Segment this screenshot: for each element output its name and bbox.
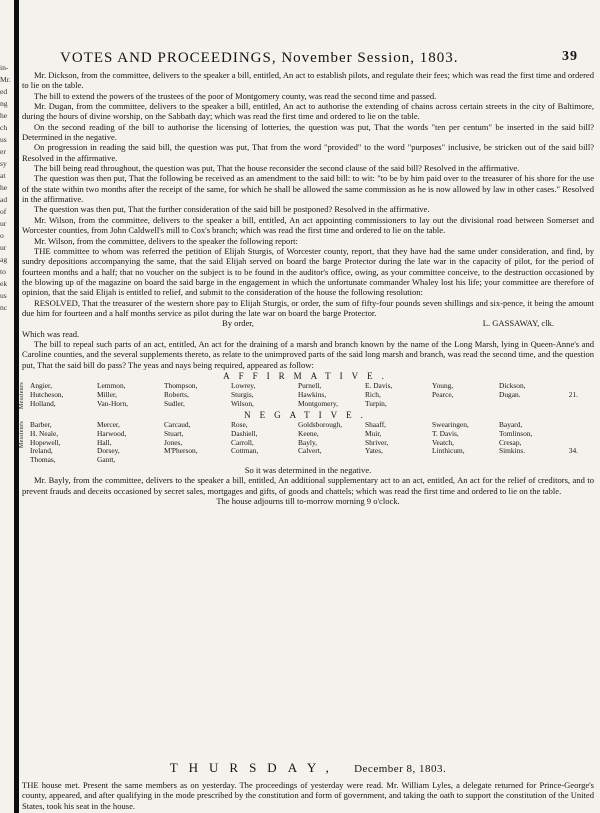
paragraph: Mr. Wilson, from the committee, delivers to the speaker the following report: <box>34 235 298 246</box>
vote-row <box>30 456 578 465</box>
member-name: Hutcheson, <box>30 390 64 400</box>
margin-fragment: us <box>0 135 7 144</box>
by-order: By order, <box>222 318 254 329</box>
paragraph: Mr. Dugan, from the committee, delivers to the speaker a bill, entitled, An act to authorise the extending of chains across certain streets in the city of Baltimore, during the hours of divine worship, on the Sabbath day; which was read the first time and ordered to lie on the table. <box>22 101 594 122</box>
member-name: Swearingen, <box>432 420 469 430</box>
member-name <box>499 456 566 465</box>
member-name: Van-Horn, <box>97 398 128 408</box>
determination: So it was determined in the negative. <box>244 465 372 476</box>
vote-row <box>30 391 578 400</box>
member-name: Stuart, <box>164 428 184 438</box>
member-name: Simkins. <box>499 446 526 456</box>
member-name: Linthicum, <box>432 446 465 456</box>
member-name: Barber, <box>30 420 52 430</box>
member-name: Thompson, <box>164 381 198 391</box>
member-name: Cresap, <box>499 437 522 447</box>
day-date: December 8, 1803. <box>354 763 447 775</box>
affirmative-heading: AFFIRMATIVE. <box>223 370 393 381</box>
member-name: Cottman, <box>231 446 259 456</box>
page-header <box>60 49 578 67</box>
adjournment: The house adjourns till to-morrow morning 9 o'clock. <box>216 496 400 507</box>
member-name: Thomas, <box>30 455 56 465</box>
vote-row <box>30 447 578 456</box>
vote-row <box>30 400 578 409</box>
member-name <box>164 456 231 465</box>
margin-fragment: to <box>0 267 6 276</box>
final-paragraph: THE house met. Present the same members as on yesterday. The proceedings of yesterday were read. Mr. William Lyles, a delegate returned for Prince-George's county, appeared, and after qualifying in the mode prescribed by the constitution and form of government, and taking the oath to support the constitution of the United States, took his seat in the house. <box>22 780 594 811</box>
margin-fragment: o <box>0 231 4 240</box>
resolution: RESOLVED, That the treasurer of the western shore pay to Elijah Sturgis, or order, the sum of fifty-four pounds seven shillings and six-pence, it being the amount due him for fourteen and a half months service as pilot during the late war on board the barge Protector. <box>22 297 594 318</box>
member-name: Dugan. <box>499 390 521 400</box>
member-name: Dickson, <box>499 381 526 391</box>
member-name: H. Neale, <box>30 428 59 438</box>
margin-fragment: he <box>0 183 8 192</box>
paragraph: Mr. Wilson, from the committee, delivers to the speaker a bill, entitled, An act appointing commissioners to lay out the divisional road between Somerset and Worcester counties, from John Caldwell's mill to Cox's branch; which was read the first time and ordered to lie on the table. <box>22 214 594 236</box>
member-name: Lemmon, <box>97 381 126 391</box>
paragraph: The question was then put, That the further consideration of the said bill be postponed? Resolved in the affirmative. <box>34 204 430 215</box>
member-name: Turpin, <box>365 398 387 408</box>
member-name: Rich, <box>365 390 381 400</box>
member-name: Hawkins, <box>298 390 327 400</box>
margin-fragment: ng <box>0 99 8 108</box>
member-name: Hopewell, <box>30 437 61 447</box>
margin-fragment: ag <box>0 255 8 264</box>
member-name: E. Davis, <box>365 381 393 391</box>
member-name: Montgomery, <box>298 398 338 408</box>
bayly-paragraph: Mr. Bayly, from the committee, delivers to the speaker a bill, entitled, An additional supplementary act to an act, entitled, An act for the relief of creditors, and to prevent frauds and deceits occasioned by secret sales, mortgages and gifts, of goods and chattels; which was read the first time and ordered to lie on the table. <box>22 475 594 496</box>
day-heading <box>22 760 594 776</box>
member-name: Pearce, <box>432 390 454 400</box>
margin-fragment: of <box>0 207 7 216</box>
header-title: VOTES AND PROCEEDINGS, November Session, 1803. <box>60 50 459 66</box>
member-name: Ireland, <box>30 446 53 456</box>
member-name: Carcaud, <box>164 420 191 430</box>
member-name: Goldsborough, <box>298 420 343 430</box>
member-name: Rose, <box>231 420 248 430</box>
paragraph: The bill being read throughout, the question was put, That the house reconsider the second clause of the said bill? Resolved in the affirmative. <box>34 163 520 174</box>
member-name: Dorsey, <box>97 446 120 456</box>
margin-fragment: in- <box>0 63 9 72</box>
member-name: Veatch, <box>432 437 454 447</box>
margin-fragment: ur <box>0 219 7 228</box>
paragraph: On the second reading of the bill to authorise the licensing of lotteries, the question was put, That the words "ten per centum" be inserted in the said bill? Determined in the negative. <box>22 121 594 143</box>
margin-fragment: ek <box>0 279 8 288</box>
member-name: Shriver, <box>365 437 389 447</box>
document-body <box>19 70 594 507</box>
member-name: Roberts, <box>164 390 189 400</box>
member-name: Carroll, <box>231 437 254 447</box>
margin-fragment: ad <box>0 195 8 204</box>
side-label: Messieurs <box>19 421 25 449</box>
margin-fragments <box>0 62 13 314</box>
member-name: Hall, <box>97 437 112 447</box>
member-name <box>432 400 499 409</box>
margin-fragment: he <box>0 111 8 120</box>
vote-count: 21. <box>568 390 578 400</box>
margin-fragment: ch <box>0 123 8 132</box>
paragraph: On progression in reading the said bill, the question was put, That from the word "provided" to the word "purposes" inclusive, be stricken out of the said bill? Resolved in the affirmative. <box>22 142 594 163</box>
negative-table <box>18 421 578 465</box>
member-name: Bayard, <box>499 420 523 430</box>
repeal-paragraph: The bill to repeal such parts of an act, entitled, An act for the draining of a marsh and branch known by the name of the Long Marsh, lying in Queen-Anne's and Caroline counties, and the several supplements thereto, as relate to the unimproved parts of the said long marsh and branch, was read the second time, and the question put, That the said bill do pass? The yeas and nays being required, appeared as follow: <box>22 338 594 370</box>
paragraph: The bill to extend the powers of the trustees of the poor of Montgomery county, was read the second time and passed. <box>34 90 437 101</box>
member-name: Young, <box>432 381 454 391</box>
member-name: Sudler, <box>164 398 185 408</box>
member-name: T. Davis, <box>432 428 459 438</box>
member-name: Wilson, <box>231 398 254 408</box>
member-name: Angier, <box>30 381 53 391</box>
clerk-name: L. GASSAWAY, clk. <box>482 318 554 329</box>
paragraph: Mr. Dickson, from the committee, delivers to the speaker a bill, entitled, An act to establish pilots, and regulate their fees; which was read the first time and ordered to lie on the table. <box>22 70 594 91</box>
member-name: Tomlinson, <box>499 428 533 438</box>
member-name: Keene, <box>298 428 319 438</box>
member-name <box>499 400 566 409</box>
member-name: Mercer, <box>97 420 120 430</box>
margin-fragment: ed <box>0 87 8 96</box>
margin-fragment: er <box>0 147 6 156</box>
member-name <box>298 456 365 465</box>
vote-count: 34. <box>568 446 578 456</box>
member-name: Calvert, <box>298 446 322 456</box>
margin-fragment: sy <box>0 159 7 168</box>
committee-report: THE committee to whom was referred the petition of Elijah Sturgis, of Worcester county, report, that they have had the same under consideration, and find, by sundry depositions accompanying the same, that the said Elijah served on board the barge Protector during the late war in the capacity of pilot, for the period of fourteen months and a half; that no voucher on the subject is to be found in the auditor's office, owing, as your committee conceive, to the destruction occasioned by the blowing up of the magazine on board the said barge in the engagement in which the unfortunate commander Whaley lost his life; your committee are therefore of opinion, that the said Elijah is entitled to relief, and submit to the consideration of the house the following resolution: <box>22 245 594 298</box>
member-name: Harwood, <box>97 428 127 438</box>
member-name: Holland, <box>30 398 56 408</box>
member-name: Muir, <box>365 428 382 438</box>
signature-line <box>22 318 594 328</box>
member-name: Purnell, <box>298 381 322 391</box>
margin-fragment: at <box>0 171 6 180</box>
page-number: 39 <box>562 49 578 64</box>
member-name: Yates, <box>365 446 383 456</box>
member-name: M'Pherson, <box>164 446 198 456</box>
margin-fragment: Mr. <box>0 75 11 84</box>
affirmative-table <box>18 382 578 408</box>
member-name: Dashiell, <box>231 428 258 438</box>
which-was-read: Which was read. <box>22 328 80 339</box>
member-name <box>231 456 298 465</box>
member-name: Sturgis, <box>231 390 254 400</box>
day-name: THURSDAY, <box>169 760 340 775</box>
margin-fragment: ur <box>0 243 7 252</box>
member-name: Gantt, <box>97 455 116 465</box>
member-name: Jones, <box>164 437 183 447</box>
member-name <box>365 456 432 465</box>
negative-heading: NEGATIVE. <box>244 409 372 420</box>
member-name <box>432 456 499 465</box>
member-name: Shaaff, <box>365 420 387 430</box>
member-name: Bayly, <box>298 437 318 447</box>
member-name: Lowrey, <box>231 381 256 391</box>
margin-fragment: us <box>0 291 7 300</box>
final-section <box>22 780 594 811</box>
paragraph: The question was then put, That the following be received as an amendment to the said bill: to wit: "to be by him paid over to the treasurer of his shore for the use of the state within two months after the receipt of the same, for which he shall be allowed the same commission as he is now allowed by law in other cases." Resolved in the affirmative. <box>22 173 594 205</box>
side-label: Messieurs <box>19 382 25 410</box>
margin-fragment: nc <box>0 303 8 312</box>
member-name: Miller, <box>97 390 118 400</box>
